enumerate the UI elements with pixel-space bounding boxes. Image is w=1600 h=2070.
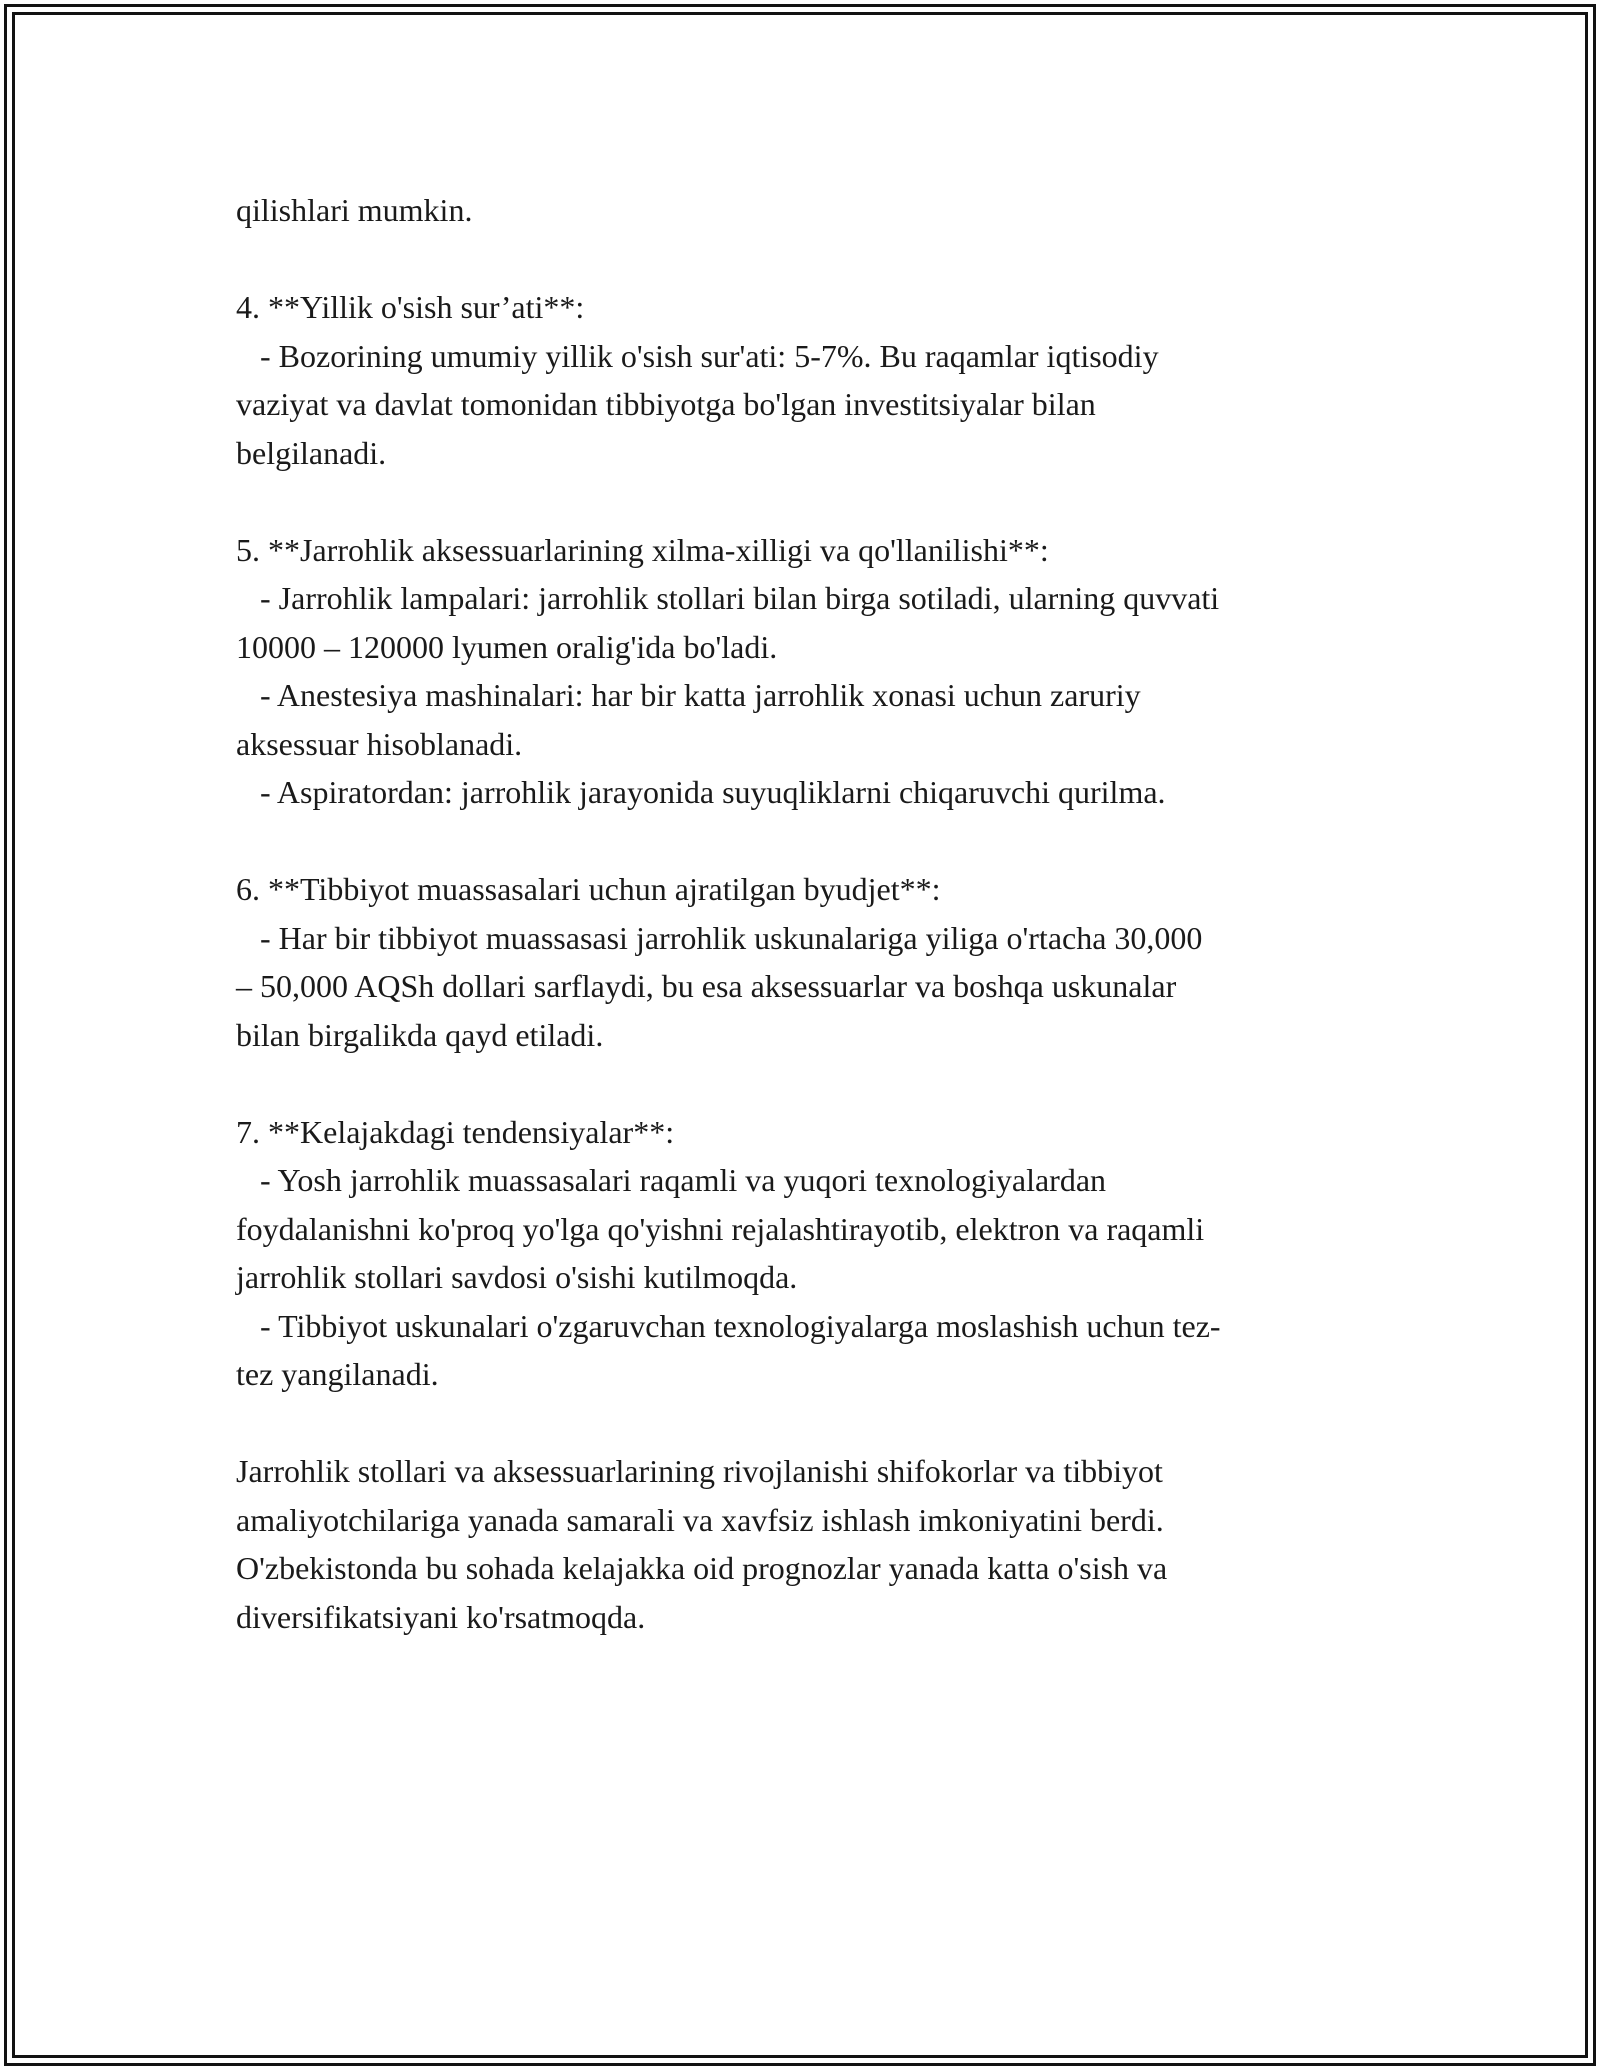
conclusion-line: diversifikatsiyani ko'rsatmoqda. — [236, 1598, 646, 1635]
text-line: - Jarrohlik lampalari: jarrohlik stollari bilan birga sotiladi, ularning quvvati — [236, 580, 1220, 616]
text-line — [236, 1399, 1396, 1448]
conclusion-line: amaliyotchilariga yanada samarali va xavfsiz ishlash imkoniyatini berdi. — [236, 1501, 1164, 1538]
conclusion-line: O'zbekistonda bu sohada kelajakka oid prognozlar yanada katta o'sish va — [236, 1550, 1168, 1586]
text-line: - Har bir tibbiyot muassasasi jarrohlik uskunalariga yiliga o'rtacha 30,000 — [236, 919, 1203, 956]
text-line — [236, 817, 1396, 866]
text-line: 10000 – 120000 lyumen oralig'ida bo'ladi. — [236, 628, 778, 665]
text-line: - Bozorining umumiy yillik o'sish sur'ati: 5-7%. Bu raqamlar iqtisodiy — [236, 337, 1159, 374]
text-line: qilishlari mumkin. — [236, 192, 473, 228]
section-heading: 5. **Jarrohlik aksessuarlarining xilma-xilligi va qo'llanilishi**: — [236, 531, 1049, 568]
text-line — [236, 477, 1396, 526]
text-line: – 50,000 AQSh dollari sarflaydi, bu esa aksessuarlar va boshqa uskunalar — [236, 968, 1177, 1004]
text-line: belgilanadi. — [236, 434, 387, 471]
text-line: - Tibbiyot uskunalari o'zgaruvchan texnologiyalarga moslashish uchun tez- — [236, 1307, 1221, 1344]
text-line: - Aspiratordan: jarrohlik jarayonida suyuqliklarni chiqaruvchi qurilma. — [236, 774, 1166, 810]
section-heading: 6. **Tibbiyot muassasalari uchun ajratilgan byudjet**: — [236, 871, 941, 907]
text-line: vaziyat va davlat tomonidan tibbiyotga bo'lgan investitsiyalar bilan — [236, 386, 1096, 422]
text-line: tez yangilanadi. — [236, 1356, 439, 1392]
text-line: foydalanishni ko'proq yo'lga qo'yishni rejalashtirayotib, elektron va raqamli — [236, 1210, 1205, 1247]
text-line: aksessuar hisoblanadi. — [236, 725, 523, 762]
document-body — [236, 186, 1396, 1641]
text-line: bilan birgalikda qayd etiladi. — [236, 1016, 604, 1053]
text-line — [236, 235, 1396, 284]
text-line — [236, 1059, 1396, 1108]
text-line: jarrohlik stollari savdosi o'sishi kutilmoqda. — [236, 1259, 798, 1295]
section-heading: 4. **Yillik o'sish sur’ati**: — [236, 289, 585, 325]
section-heading: 7. **Kelajakdagi tendensiyalar**: — [236, 1113, 675, 1150]
conclusion-line: Jarrohlik stollari va aksessuarlarining rivojlanishi shifokorlar va tibbiyot — [236, 1453, 1163, 1489]
text-line: - Yosh jarrohlik muassasalari raqamli va yuqori texnologiyalardan — [236, 1162, 1107, 1198]
text-line: - Anestesiya mashinalari: har bir katta jarrohlik xonasi uchun zaruriy — [236, 677, 1141, 713]
